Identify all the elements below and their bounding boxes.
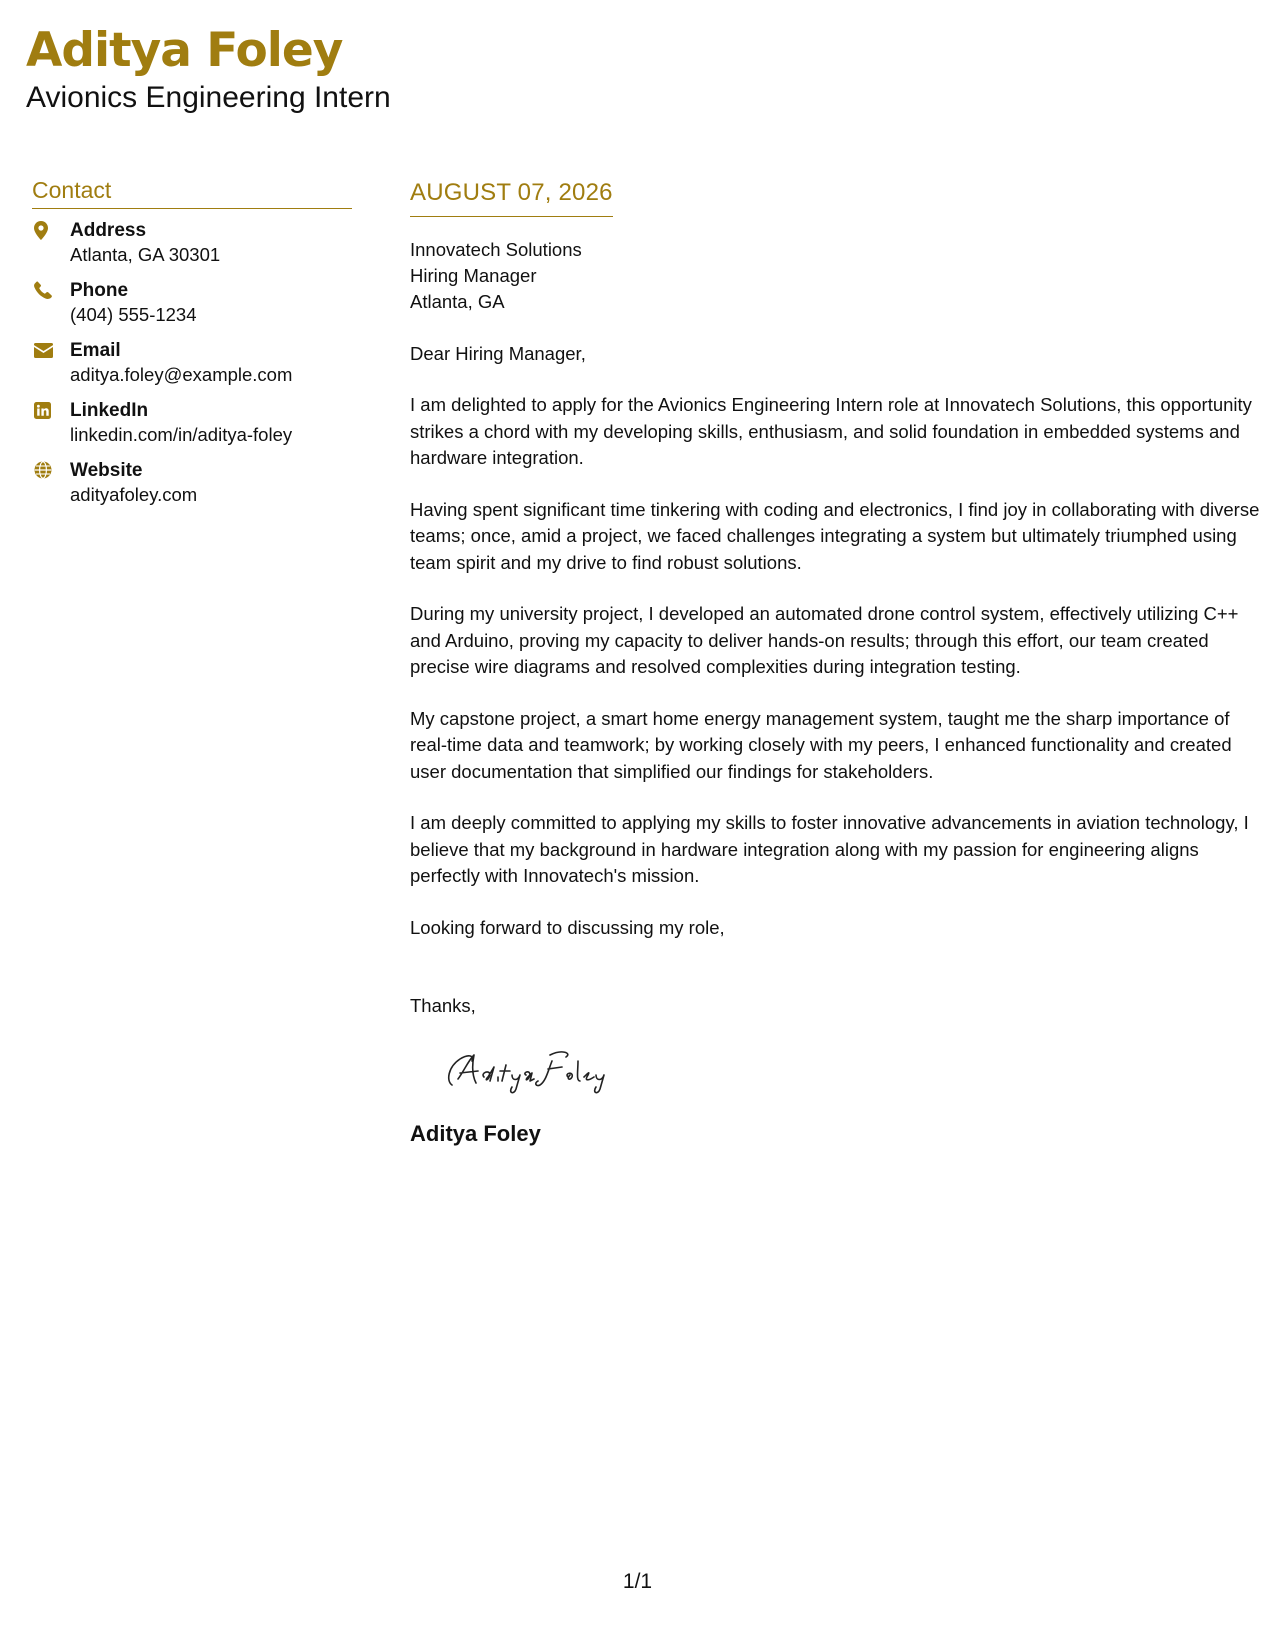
closing-line: Looking forward to discussing my role, [410,916,725,938]
page-number: 1/1 [622,1570,653,1593]
applicant-title: Avionics Engineering Intern [26,81,391,114]
header [26,22,391,116]
letter-body [410,176,1260,1148]
contact-label: Address [70,220,147,241]
paragraph: I am deeply committed to applying my skills to foster innovative advancements in aviation technology, I believe that my background in hardware integration along with my passion for engineering aligns perfectly with Innovatech's mission. [410,812,1249,886]
signed-name: Aditya Foley [410,1120,541,1146]
contact-label: Email [70,340,121,361]
contact-item-phone [32,279,352,327]
contact-item-email [32,339,352,387]
salutation: Dear Hiring Manager, [410,343,586,364]
paragraph: I am delighted to apply for the Avionics Engineering Intern role at Innovatech Solutions, this opportunity strikes a chord with my developing skills, enthusiasm, and solid foundation in embedded systems and hardware integration. [410,394,1252,468]
contact-label: Website [70,460,143,481]
contact-item-linkedin [32,399,352,447]
phone-value: (404) 555-1234 [70,304,197,325]
handwritten-signature [438,1041,658,1097]
map-pin-icon [32,219,70,241]
paragraph: Having spent significant time tinkering with coding and electronics, I find joy in collaborating with diverse teams; once, amid a project, we faced challenges integrating a system but ultimately triumphed using team spirit and my drive to find robust solutions. [410,498,1260,573]
contact-label: Phone [70,280,129,301]
recipient-location: Atlanta, GA [410,291,505,312]
recipient-block [410,237,1260,315]
applicant-name: Aditya Foley [26,23,343,78]
recipient-role: Hiring Manager [410,265,537,286]
paragraph: During my university project, I developed an automated drone control system, effectively utilizing C++ and Arduino, proving my capacity to deliver hands-on results; through this effort, our team created precise wire diagrams and resolved complexities during integration testing. [410,603,1239,677]
email-value: aditya.foley@example.com [70,364,293,385]
phone-icon [32,279,70,301]
contact-item-address [32,219,352,267]
thanks-line: Thanks, [410,994,476,1016]
linkedin-value: linkedin.com/in/aditya-foley [70,424,293,445]
contact-label: LinkedIn [70,400,149,421]
globe-icon [32,459,70,481]
envelope-icon [32,339,70,361]
letter-date: AUGUST 07, 2026 [410,176,613,217]
linkedin-icon [32,399,70,421]
contact-sidebar [32,174,352,519]
paragraph: My capstone project, a smart home energy management system, taught me the sharp importance of real-time data and teamwork; by working closely with my peers, I enhanced functionality and created user documentation that simplified our findings for stakeholders. [410,707,1232,782]
contact-item-website [32,459,352,507]
contact-heading: Contact [32,174,352,209]
website-value: adityafoley.com [70,484,198,505]
address-value: Atlanta, GA 30301 [70,244,221,265]
recipient-company: Innovatech Solutions [410,239,582,260]
